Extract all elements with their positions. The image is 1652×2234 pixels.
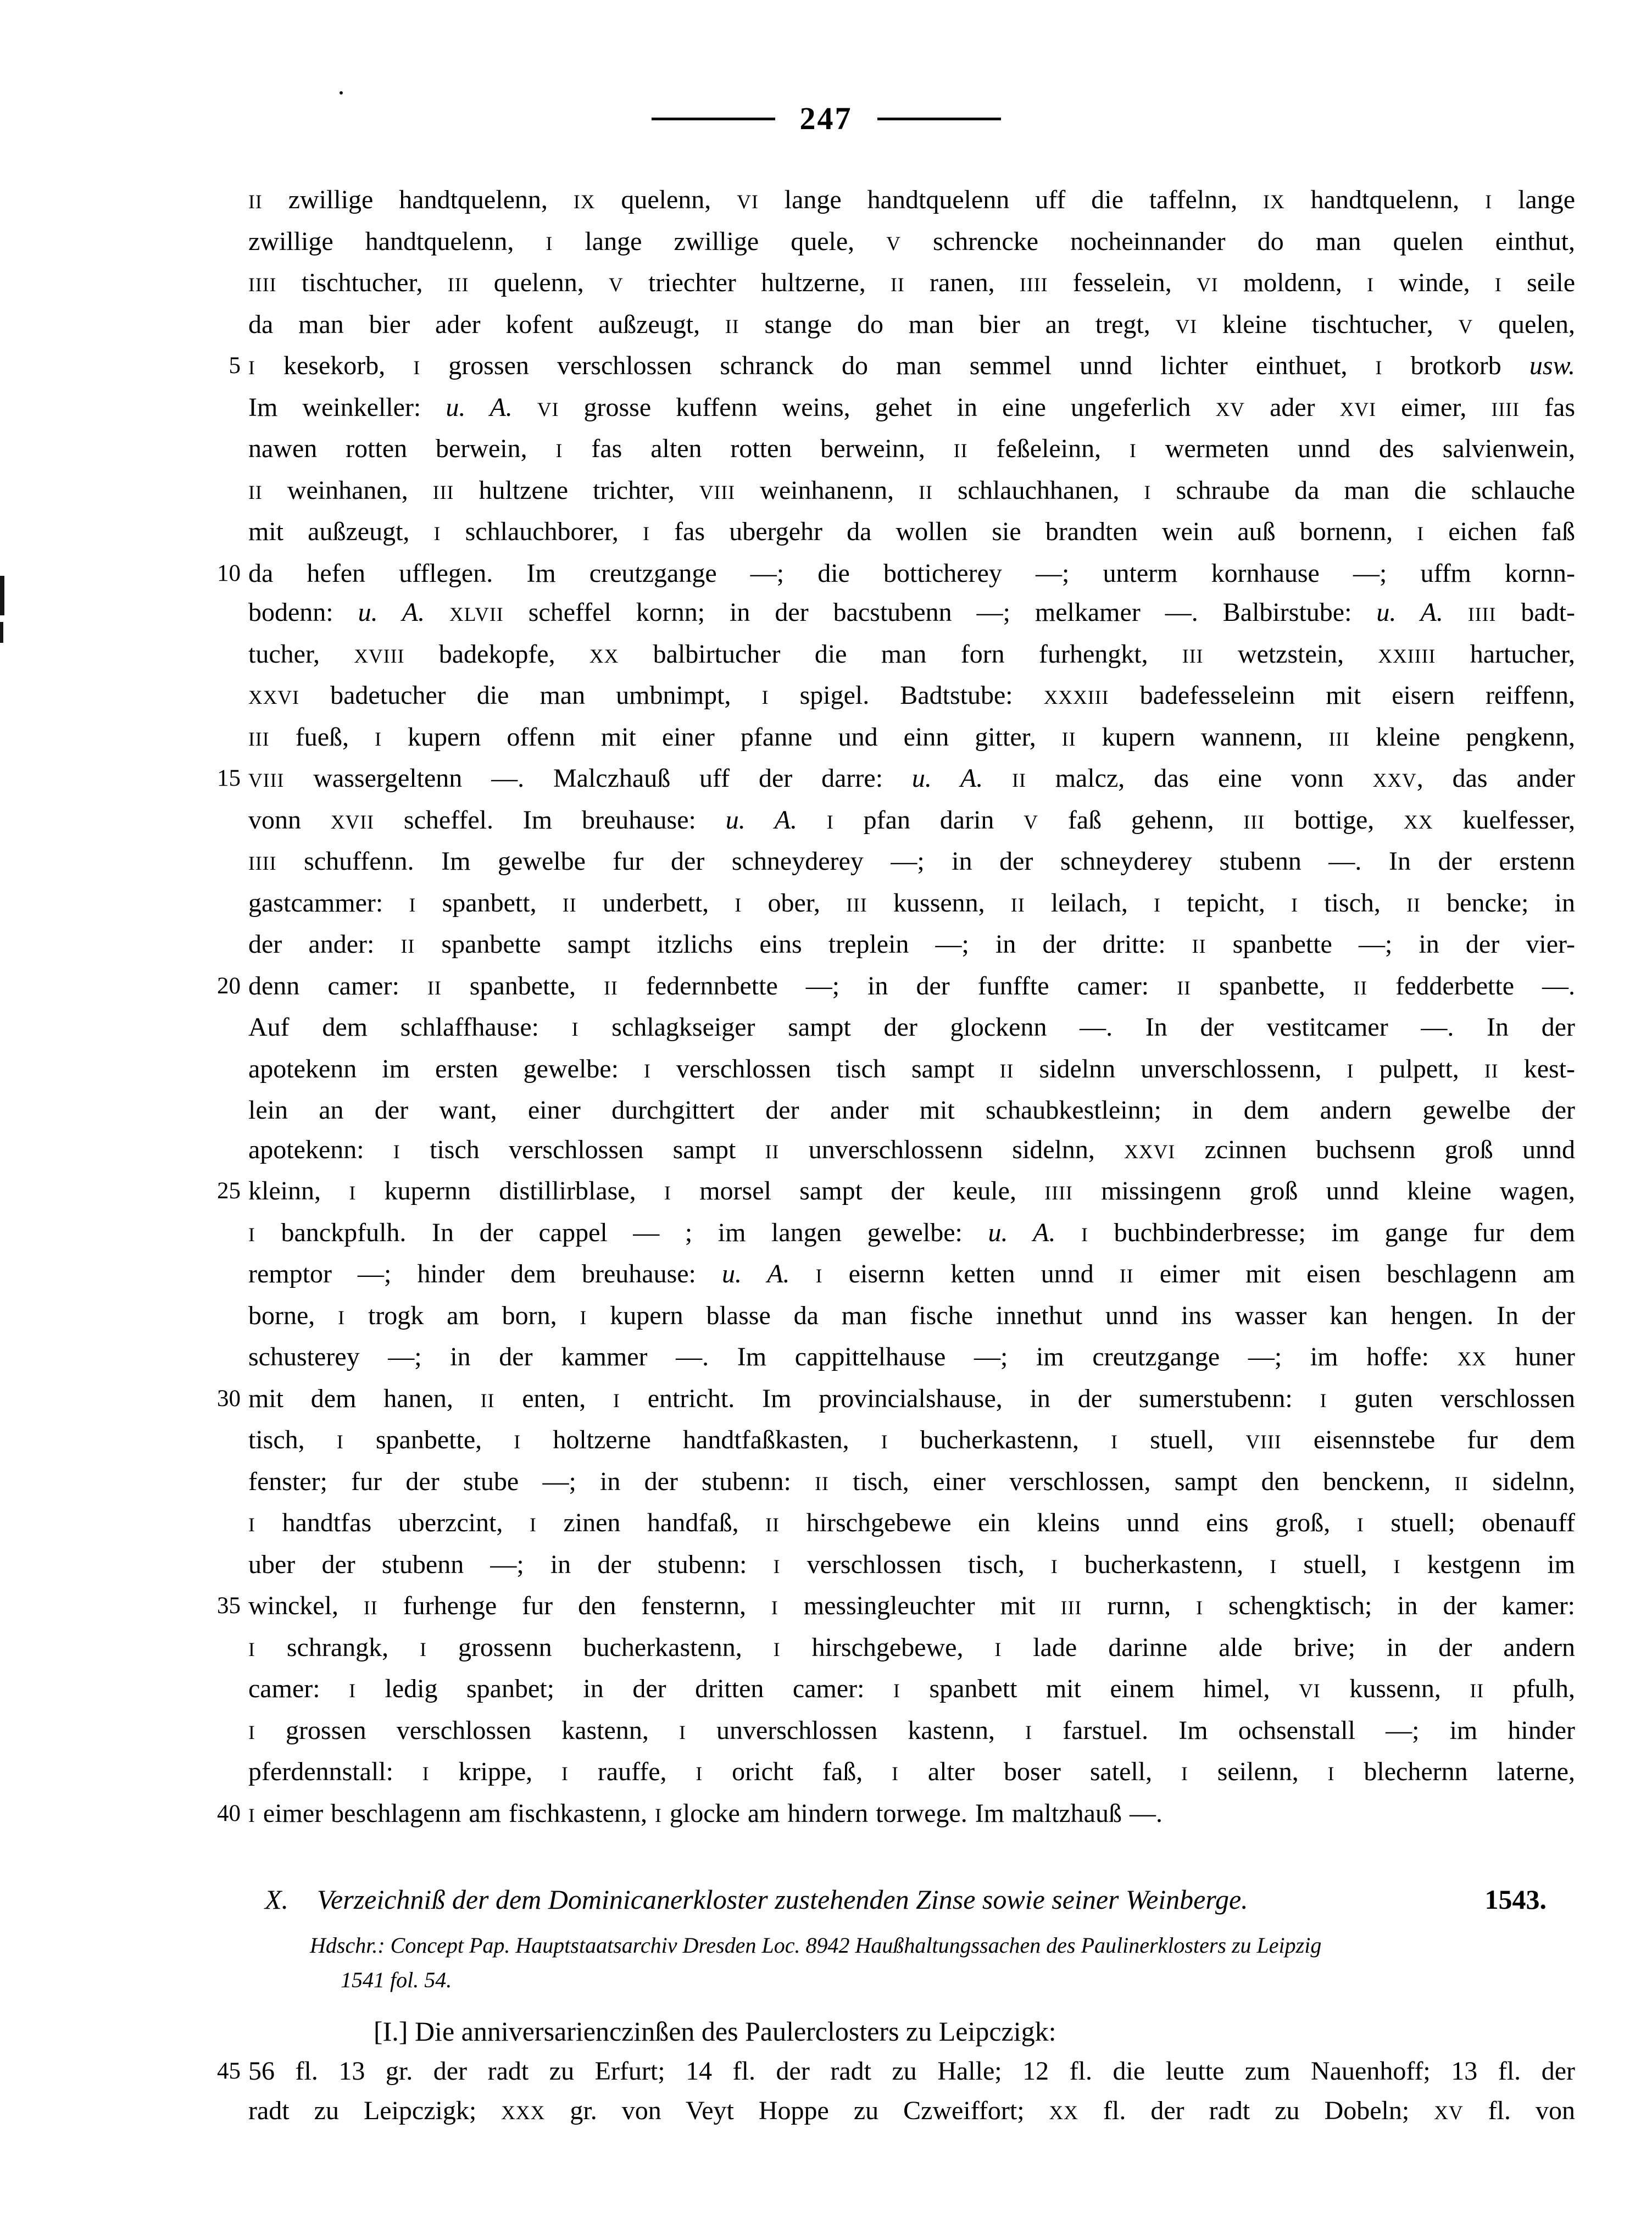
text-line bbox=[248, 1420, 1575, 1462]
inventory-paragraph bbox=[217, 180, 1576, 1835]
text-line bbox=[248, 1752, 1575, 1794]
line-text: I grossen verschlossen kastenn, I unverschlossen kastenn, I farstuel. Im ochsenstall —; im hinder bbox=[248, 1715, 1575, 1745]
line-text: VIII wassergeltenn —. Malczhauß uff der darre: u. A. II malcz, das eine vonn XXV, das ander bbox=[248, 764, 1576, 793]
line-text: XXVI badetucher die man umbnimpt, I spigel. Badtstube: XXXIII badefesseleinn mit eisern reiffenn, bbox=[248, 681, 1576, 710]
line-number: 30 bbox=[217, 1385, 241, 1411]
text-line bbox=[248, 1008, 1575, 1049]
line-number: 5 bbox=[229, 353, 241, 379]
text-line bbox=[229, 346, 1575, 388]
line-text: camer: I ledig spanbet; in der dritten camer: I spanbett mit einem himel, VI kussenn, II pfulh, bbox=[248, 1674, 1576, 1703]
line-number: 15 bbox=[217, 765, 241, 791]
line-text: mit dem hanen, II enten, I entricht. Im provincialshause, in der sumerstubenn: I guten verschlossen bbox=[248, 1383, 1575, 1413]
text-line bbox=[248, 1462, 1575, 1504]
section-source bbox=[248, 1928, 1575, 1997]
text-line bbox=[248, 1337, 1575, 1379]
line-text: I eimer beschlagenn am fischkastenn, I glocke am hindern torwege. Im maltzhauß —. bbox=[248, 1798, 1162, 1828]
text-line bbox=[248, 1049, 1575, 1091]
line-text: vonn XVII scheffel. Im breuhause: u. A. I pfan darin V faß gehenn, III bottige, XX kuelfesser, bbox=[248, 805, 1576, 835]
source-line: 1541 fol. 54. bbox=[341, 1968, 452, 1992]
line-text: lein an der want, einer durchgittert der ander mit schaubkestleinn; in dem andern gewelbe der bbox=[248, 1096, 1575, 1125]
section-heading bbox=[248, 1880, 1575, 1919]
text-line bbox=[248, 1091, 1575, 1130]
text-line bbox=[217, 2052, 1575, 2091]
line-text: Auf dem schlaffhause: I schlagkseiger sampt der glockenn —. In der vestitcamer —. In der bbox=[248, 1013, 1575, 1042]
text-line bbox=[248, 388, 1575, 430]
line-text: bodenn: u. A. XLVII scheffel kornn; in der bacstubenn —; melkamer —. Balbirstube: u. A. IIII badt- bbox=[248, 598, 1575, 627]
text-line bbox=[248, 1628, 1575, 1670]
line-text: pferdennstall: I krippe, I rauffe, I oricht faß, I alter boser satell, I seilenn, I blechernn laterne, bbox=[248, 1757, 1576, 1786]
section-title: Verzeichniß der dem Dominicanerkloster zustehenden Zinse sowie seiner Weinberge. bbox=[317, 1884, 1248, 1915]
line-text: I schrangk, I grossenn bucherkastenn, I hirschgebewe, I lade darinne alde brive; in der andern bbox=[248, 1632, 1576, 1662]
text-line bbox=[248, 1296, 1575, 1338]
line-text: mit außzeugt, I schlauchborer, I fas ubergehr da wollen sie brandten wein auß bornenn, I eichen faß bbox=[248, 517, 1575, 546]
header-rule-left bbox=[652, 118, 775, 120]
line-number: 20 bbox=[217, 972, 241, 999]
text-line bbox=[248, 471, 1575, 513]
section-lines bbox=[217, 2052, 1576, 2132]
text-line bbox=[248, 1130, 1575, 1172]
line-text: I handtfas uberzcint, I zinen handfaß, II hirschgebewe ein kleins unnd eins groß, I stuell; obenauff bbox=[248, 1508, 1576, 1537]
line-text: IIII tischtucher, III quelenn, V triechter hultzerne, II ranen, IIII fesselein, VI moldenn, I winde, I seile bbox=[248, 268, 1576, 297]
text-line bbox=[248, 512, 1575, 554]
line-number: 40 bbox=[217, 1800, 241, 1826]
text-line bbox=[248, 263, 1575, 305]
text-line bbox=[248, 593, 1575, 635]
page-header bbox=[0, 102, 1652, 135]
line-text: der ander: II spanbette sampt itzlichs eins treplein —; in der dritte: II spanbette —; in der vier- bbox=[248, 930, 1576, 959]
line-text: radt zu Leipczigk; XXX gr. von Veyt Hoppe zu Czweiffort; XX fl. der radt zu Dobeln; XV fl. von bbox=[248, 2096, 1576, 2125]
line-text: nawen rotten berwein, I fas alten rotten berweinn, II feßeleinn, I wermeten unnd des salvienwein, bbox=[248, 434, 1575, 463]
body-text bbox=[217, 180, 1576, 2132]
page-number: 247 bbox=[799, 101, 853, 136]
scan-artifact bbox=[340, 91, 343, 95]
text-line bbox=[248, 1669, 1575, 1711]
text-line bbox=[248, 305, 1575, 347]
text-line bbox=[217, 966, 1576, 1008]
text-line bbox=[248, 180, 1575, 222]
text-line bbox=[248, 635, 1575, 676]
line-text: da hefen ufflegen. Im creutzgange —; die botticherey —; unterm kornhause —; uffm kornn- bbox=[248, 558, 1575, 588]
line-text: II weinhanen, III hultzene trichter, VIII weinhanenn, II schlauchhanen, I schraube da man die schlauche bbox=[248, 475, 1575, 505]
line-text: fenster; fur der stube —; in der stubenn: II tisch, einer verschlossen, sampt den benckenn, II sidelnn, bbox=[248, 1466, 1576, 1496]
line-text: gastcammer: I spanbett, II underbett, I ober, III kussenn, II leilach, I tepicht, I tisch, II bencke; in bbox=[248, 888, 1575, 918]
text-line bbox=[248, 222, 1575, 264]
text-line bbox=[248, 2091, 1575, 2133]
text-line bbox=[217, 1379, 1575, 1421]
text-line bbox=[248, 925, 1575, 966]
text-line bbox=[217, 554, 1575, 593]
line-text: IIII schuffenn. Im gewelbe fur der schneyderey —; in der schneyderey stubenn —. In der erstenn bbox=[248, 847, 1575, 876]
line-number: 35 bbox=[217, 1593, 241, 1619]
scan-artifact bbox=[0, 622, 3, 643]
line-text: uber der stubenn —; in der stubenn: I verschlossen tisch, I bucherkastenn, I stuell, I kestgenn im bbox=[248, 1549, 1576, 1579]
text-line bbox=[217, 1586, 1576, 1628]
line-text: kleinn, I kupernn distillirblase, I morsel sampt der keule, IIII missingenn groß unnd kleine wagen, bbox=[248, 1176, 1576, 1205]
line-text: 56 fl. 13 gr. der radt zu Erfurt; 14 fl. der radt zu Halle; 12 fl. die leutte zum Nauenhoff; 13 fl. der bbox=[248, 2057, 1575, 2086]
line-text: III fueß, I kupern offenn mit einer pfanne und einn gitter, II kupern wannenn, III kleine pengkenn, bbox=[248, 722, 1576, 752]
text-line bbox=[248, 676, 1575, 718]
text-line bbox=[217, 1794, 1575, 1836]
text-line bbox=[248, 718, 1575, 759]
text-line bbox=[248, 801, 1575, 842]
line-text: I banckpfulh. In der cappel — ; im langen gewelbe: u. A. I buchbinderbresse; im gange fur dem bbox=[248, 1218, 1576, 1247]
text-line bbox=[248, 1711, 1575, 1753]
text-line bbox=[248, 1545, 1575, 1587]
line-text: II zwillige handtquelenn, IX quelenn, VI lange handtquelenn uff die taffelnn, IX handtquelenn, I lange bbox=[248, 185, 1576, 214]
line-number: 10 bbox=[217, 560, 241, 586]
source-line: Hdschr.: Concept Pap. Hauptstaatsarchiv Dresden Loc. 8942 Haußhaltungssachen des Paulinerklosters zu Leipzig bbox=[310, 1933, 1322, 1958]
text-line bbox=[248, 1503, 1575, 1545]
header-rule-right bbox=[877, 118, 1001, 120]
line-text: tisch, I spanbette, I holtzerne handtfaßkasten, I bucherkastenn, I stuell, VIII eisennstebe fur dem bbox=[248, 1425, 1576, 1454]
text-line bbox=[248, 842, 1575, 883]
line-text: apotekenn im ersten gewelbe: I verschlossen tisch sampt II sidelnn unverschlossenn, I pulpett, II kest- bbox=[248, 1054, 1575, 1083]
line-text: Im weinkeller: u. A. VI grosse kuffenn weins, gehet in eine ungeferlich XV ader XVI eimer, IIII fas bbox=[248, 392, 1576, 422]
text-line bbox=[217, 759, 1576, 801]
line-text: zwillige handtquelenn, I lange zwillige quele, V schrencke nocheinnander do man quelen einthut, bbox=[248, 226, 1575, 256]
text-line bbox=[248, 1254, 1575, 1296]
line-number: 25 bbox=[217, 1178, 241, 1204]
line-text: apotekenn: I tisch verschlossen sampt II unverschlossenn sidelnn, XXVI zcinnen buchsenn groß unnd bbox=[248, 1135, 1575, 1164]
line-text: da man bier ader kofent außzeugt, II stange do man bier an tregt, VI kleine tischtucher, V quelen, bbox=[248, 309, 1575, 339]
text-line bbox=[217, 1171, 1576, 1213]
scan-artifact bbox=[0, 576, 4, 615]
line-number: 45 bbox=[217, 2058, 241, 2084]
line-text: I kesekorb, I grossen verschlossen schranck do man semmel unnd lichter einthuet, I brotkorb usw. bbox=[248, 351, 1575, 380]
line-text: denn camer: II spanbette, II federnnbette —; in der funffte camer: II spanbette, II fedderbette —. bbox=[248, 971, 1576, 1001]
line-text: remptor —; hinder dem breuhause: u. A. I eisernn ketten unnd II eimer mit eisen beschlagenn am bbox=[248, 1259, 1576, 1288]
section-intro: [I.] Die anniversarienczinßen des Paulerclosters zu Leipczigk: bbox=[374, 2016, 1056, 2047]
section-number: X. bbox=[265, 1884, 289, 1915]
text-line bbox=[248, 883, 1575, 925]
line-text: winckel, II furhenge fur den fensternn, I messingleuchter mit III rurnn, I schengktisch; in der kamer: bbox=[248, 1591, 1576, 1620]
line-text: borne, I trogk am born, I kupern blasse da man fische innethut unnd ins wasser kan hengen. In der bbox=[248, 1301, 1576, 1330]
text-line bbox=[248, 1213, 1575, 1255]
line-text: tucher, XVIII badekopfe, XX balbirtucher die man forn furhengkt, III wetzstein, XXIIII hartucher, bbox=[248, 639, 1576, 669]
text-line bbox=[248, 429, 1575, 471]
section-year: 1543. bbox=[1484, 1884, 1547, 1915]
line-text: schusterey —; in der kammer —. Im cappittelhause —; im creutzgange —; im hoffe: XX huner bbox=[248, 1342, 1575, 1371]
